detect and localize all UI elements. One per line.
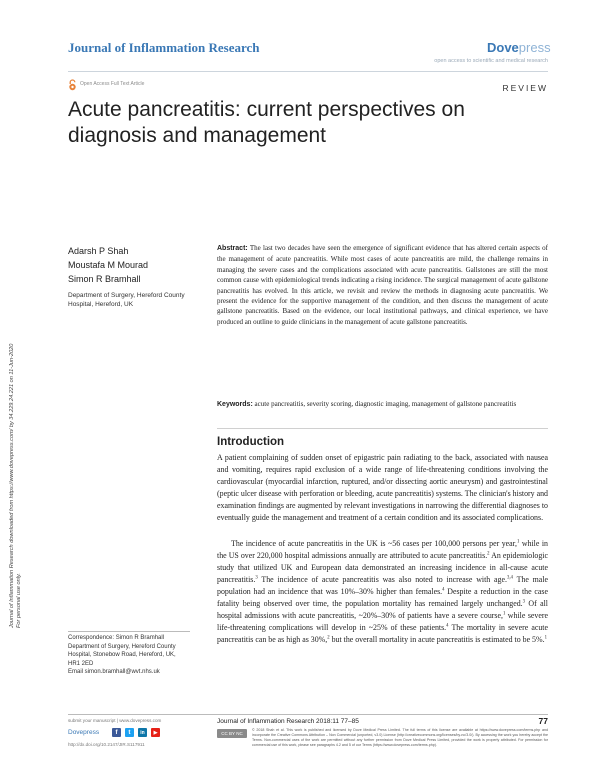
author-affiliation: Department of Surgery, Hereford County Hospital, Hereford, UK	[68, 292, 185, 308]
citation-ref: 2	[327, 635, 330, 641]
citation-ref: 1	[502, 611, 506, 617]
journal-name: Journal of Inflammation Research	[68, 40, 260, 55]
text-run: Despite a reduction in the case fatality being observed over time, the population mortality has remained largely unchanged.	[217, 587, 548, 608]
submit-manuscript-link[interactable]: submit your manuscript | www.dovepress.com	[68, 718, 162, 723]
keywords-text: acute pancreatitis, severity scoring, diagnostic imaging, management of gallstone pancreatitis	[254, 400, 517, 408]
open-access-lock-icon	[68, 79, 77, 91]
author-list	[68, 244, 148, 286]
text-run: while in the US over 220,000 hospital admissions annually are attributed to acute pancreatitis.	[217, 539, 548, 560]
article-type: REVIEW	[502, 83, 548, 93]
text-run: while severe life-threatening complications will develop in ~25% of these patients.	[217, 611, 548, 632]
correspondence-address: HR1 2ED	[68, 660, 94, 667]
abstract	[217, 243, 548, 327]
intro-paragraph-2	[217, 538, 548, 646]
page-number: 77	[538, 716, 548, 726]
header-divider	[68, 71, 548, 72]
correspondence-block	[68, 634, 218, 677]
keywords-divider	[217, 428, 548, 429]
citation-ref: 4	[446, 623, 449, 629]
publisher-tagline: open access to scientific and medical research	[434, 58, 548, 64]
text-run: The male population had an incidence that was 10%–30% higher than females.	[217, 575, 548, 596]
twitter-icon[interactable]: t	[125, 728, 134, 737]
download-sidebar-text	[9, 148, 25, 628]
author-name: Adarsh P Shah	[68, 246, 129, 256]
social-links	[112, 728, 160, 737]
linkedin-icon[interactable]: in	[138, 728, 147, 737]
author-name: Moustafa M Mourad	[68, 260, 149, 270]
open-access-label: Open Access Full Text Article	[80, 81, 145, 87]
cc-license-badge[interactable]: CC BY NC	[217, 729, 247, 738]
abstract-text: The last two decades have seen the emergence of significant evidence that has altered certain aspects of the management of acute pancreatitis. While most cases of acute pancreatitis are mild, the challenge remains in managing the severe cases and the complications associated with acute pancreatitis. Gallstones are still the most common cause with epidemiological trends indicating a rising incidence. The surgical management of acute gallstone pancreatitis has evolved. In this article, we revisit and review the methods in diagnosing acute pancreatitis. We present the evidence for the supportive management of the condition, and then discuss the management of acute gallstone pancreatitis. Based on the evidence, our local institutional pathways, and clinical experience, we have produced an outline to guide clinicians in the management of acute gallstone pancreatitis.	[217, 244, 548, 326]
article-title: Acute pancreatitis: current perspectives on diagnosis and management	[68, 98, 465, 147]
download-note: Journal of Inflammation Research downloaded from https://www.dovepress.com/ by 34.229.24.221 on 11-Jun-2020	[9, 343, 15, 628]
text-run: Of all hospital admissions with acute pancreatitis, ~20%–30% of patients have a severe course,	[217, 599, 548, 620]
citation-ref: 3	[255, 575, 258, 581]
intro-paragraph-1: A patient complaining of sudden onset of epigastric pain radiating to the back, associated with nausea and vomiting, requires rapid exclusion of a wide range of life-threatening conditions involving the cardiovascular (myocardial infarction, ruptured, and/or dissecting aortic aneurysm) and gastrointestinal (peptic ulcer disease with perforation or bleeding, acute pancreatitis) systems. The clinician's history and examination findings are augmented by relevant investigations in narrowing the differential diagnoses to eventually guide the management and treatment of a certain condition and its associated complications.	[217, 453, 548, 522]
youtube-icon[interactable]: ▶	[151, 728, 160, 737]
personal-use-note: For personal use only.	[16, 573, 22, 628]
correspondence-divider	[68, 631, 190, 632]
journal-citation: Journal of Inflammation Research 2018:11 77–85	[217, 718, 359, 725]
text-run: The incidence of acute pancreatitis was also noted to increase with age.	[257, 575, 507, 584]
publisher-logo	[487, 40, 551, 55]
keywords-label: Keywords:	[217, 401, 253, 408]
publisher-logo-light: press	[518, 40, 551, 55]
text-run: but the overall mortality in acute pancreatitis is estimated to be 5%.	[329, 635, 545, 644]
correspondence-address: Department of Surgery, Hereford County	[68, 643, 176, 650]
license-text: © 2018 Shah et al. This work is published and licensed by Dove Medical Press Limited. The full terms of this license are available at https://www.dovepress.com/terms.php and incorporate the Creative Commons Attribution – Non Commercial (unported, v3.0) License (http://creativecommons.org/licenses/by-nc/3.0/). By accessing the work you hereby accept the Terms. Non-commercial uses of the work are permitted without any further permission from Dove Medical Press Limited, provided the work is properly attributed. For permission for commercial use of this work, please see paragraphs 4.2 and 5 of our Terms (https://www.dovepress.com/terms.php).	[252, 728, 548, 747]
facebook-icon[interactable]: f	[112, 728, 121, 737]
doi-link[interactable]: http://dx.doi.org/10.2147/JIR.S117911	[68, 742, 145, 747]
footer-divider	[68, 714, 548, 715]
download-sidebar	[9, 148, 25, 628]
text-run: The mortality in severe acute pancreatitis can be as high as 30%,	[217, 623, 548, 644]
citation-ref: 1	[544, 635, 547, 641]
abstract-label: Abstract:	[217, 245, 248, 252]
keywords	[217, 399, 548, 410]
author-name: Simon R Bramhall	[68, 274, 141, 284]
correspondence-label: Correspondence: Simon R Bramhall	[68, 635, 165, 641]
correspondence-address: Hospital, Stonebow Road, Hereford, UK,	[68, 652, 176, 659]
text-run: The incidence of acute pancreatitis in the UK is ~56 cases per 100,000 persons per year,	[231, 539, 517, 548]
text-run: An epidemiologic study that utilized UK and European data demonstrated an increasing incidence in all-cause acute pancreatitis.	[217, 551, 548, 584]
correspondence-email[interactable]: Email simon.bramhall@wvt.nhs.uk	[68, 669, 160, 676]
footer-publisher[interactable]: Dovepress	[68, 729, 100, 736]
section-heading-introduction: Introduction	[217, 436, 285, 448]
citation-ref: 3,4	[506, 575, 513, 581]
publisher-logo-bold: Dove	[487, 40, 519, 55]
citation-ref: 2	[487, 551, 490, 557]
citation-ref: 1	[516, 539, 520, 545]
citation-ref: 4	[442, 587, 445, 593]
citation-ref: 3	[522, 599, 526, 605]
